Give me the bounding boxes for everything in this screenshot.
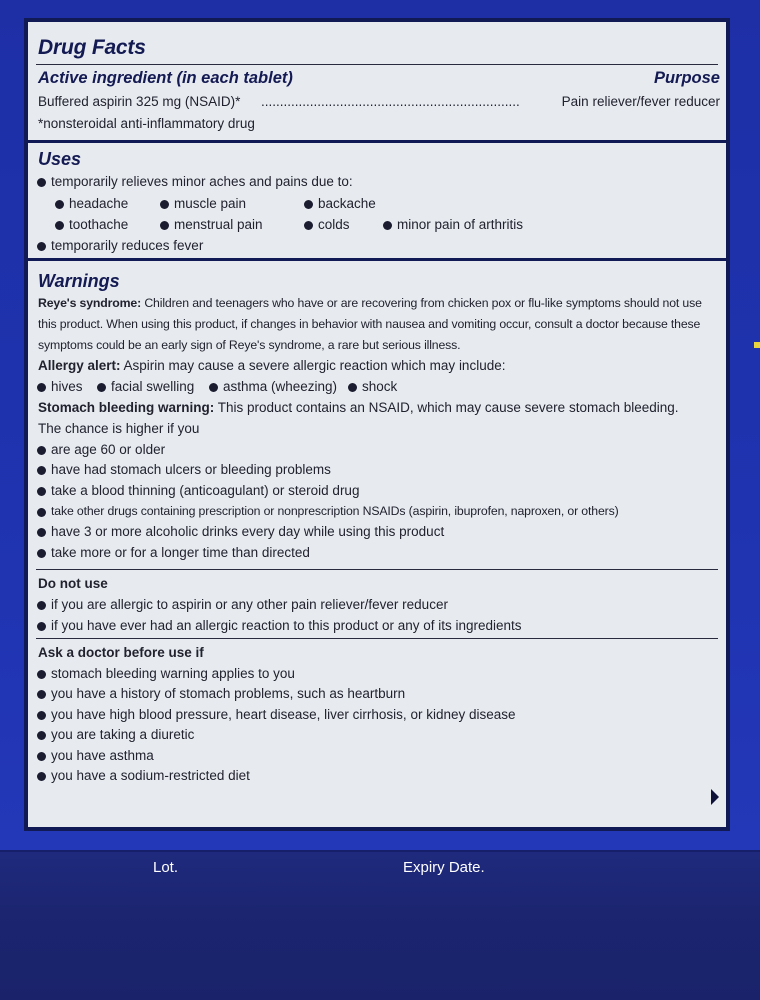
use-colds: colds — [318, 217, 350, 232]
bullet — [304, 221, 313, 230]
ask-doctor-item: you have a sodium-restricted diet — [51, 768, 250, 783]
ask-doctor-heading: Ask a doctor before use if — [38, 645, 204, 660]
bullet — [37, 670, 46, 679]
ask-doctor-item: you have a history of stomach problems, such as heartburn — [51, 686, 406, 701]
bullet — [37, 242, 46, 251]
print-registration-mark — [754, 342, 760, 348]
purpose-text: Pain reliever/fever reducer — [561, 94, 720, 109]
bullet — [37, 711, 46, 720]
allergy-line — [38, 358, 505, 373]
reyes-line-3: symptoms could be an early sign of Reye's syndrome, a rare but serious illness. — [38, 338, 461, 352]
bullet — [55, 221, 64, 230]
bullet — [160, 221, 169, 230]
title-divider — [36, 64, 718, 65]
subsection-divider — [36, 638, 718, 639]
bullet — [37, 690, 46, 699]
warnings-section — [28, 261, 726, 831]
allergy-text: Aspirin may cause a severe allergic reaction which may include: — [123, 358, 506, 373]
stomach-label: Stomach bleeding warning: — [38, 400, 215, 415]
bullet — [37, 622, 46, 631]
stomach-item: are age 60 or older — [51, 442, 166, 457]
chance-text: The chance is higher if you — [38, 421, 200, 436]
stomach-item: take more or for a longer time than directed — [51, 545, 310, 560]
stomach-item: take other drugs containing prescription or nonprescription NSAIDs (aspirin, ibuprofen, naproxen, or others) — [51, 504, 619, 518]
bullet — [348, 383, 357, 392]
allergy-facial-swelling: facial swelling — [111, 379, 195, 394]
allergy-asthma: asthma (wheezing) — [223, 379, 338, 394]
bullet — [209, 383, 218, 392]
allergy-label: Allergy alert: — [38, 358, 121, 373]
bullet — [37, 601, 46, 610]
use-backache: backache — [318, 196, 376, 211]
bullet — [37, 772, 46, 781]
use-muscle-pain: muscle pain — [174, 196, 247, 211]
ask-doctor-item: you have asthma — [51, 748, 154, 763]
reyes-line-2: this product. When using this product, if changes in behavior with nausea and vomiting occur, consult a doctor because these — [38, 317, 701, 331]
do-not-use-heading: Do not use — [38, 576, 108, 591]
continue-arrow-icon — [711, 789, 719, 805]
bullet — [37, 731, 46, 740]
use-arthritis: minor pain of arthritis — [397, 217, 524, 232]
bullet — [97, 383, 106, 392]
ask-doctor-item: stomach bleeding warning applies to you — [51, 666, 295, 681]
stomach-line — [38, 400, 679, 415]
ask-doctor-item: you are taking a diuretic — [51, 727, 195, 742]
bullet — [55, 200, 64, 209]
allergy-hives: hives — [51, 379, 83, 394]
stomach-item: have 3 or more alcoholic drinks every day while using this product — [51, 524, 445, 539]
bullet — [37, 752, 46, 761]
active-ingredient-heading: Active ingredient (in each tablet) — [38, 69, 293, 87]
use-headache: headache — [69, 196, 129, 211]
stomach-item: take a blood thinning (anticoagulant) or steroid drug — [51, 483, 360, 498]
reyes-text-1: Children and teenagers who have or are recovering from chicken pox or flu-like symptoms should not use — [144, 296, 702, 310]
bullet — [37, 178, 46, 187]
bullet — [37, 549, 46, 558]
carton-bottom-flap — [0, 852, 760, 1000]
use-menstrual-pain: menstrual pain — [174, 217, 263, 232]
do-not-use-item: if you have ever had an allergic reaction to this product or any of its ingredients — [51, 618, 522, 633]
uses-fever: temporarily reduces fever — [51, 238, 204, 253]
drug-facts-panel — [24, 18, 730, 831]
purpose-heading: Purpose — [653, 69, 720, 87]
reyes-label: Reye's syndrome: — [38, 296, 142, 310]
expiry-date-label: Expiry Date. — [403, 859, 485, 876]
bullet — [304, 200, 313, 209]
dot-leader: ..................................................................... — [261, 94, 520, 109]
uses-intro: temporarily relieves minor aches and pains due to: — [51, 174, 353, 189]
ask-doctor-item: you have high blood pressure, heart disease, liver cirrhosis, or kidney disease — [51, 707, 516, 722]
bullet — [37, 446, 46, 455]
do-not-use-item: if you are allergic to aspirin or any other pain reliever/fever reducer — [51, 597, 448, 612]
use-toothache: toothache — [69, 217, 129, 232]
bullet — [37, 487, 46, 496]
bullet — [383, 221, 392, 230]
allergy-shock: shock — [362, 379, 398, 394]
bullet — [37, 508, 46, 517]
uses-heading: Uses — [38, 149, 82, 169]
bullet — [160, 200, 169, 209]
footnote: *nonsteroidal anti-inflammatory drug — [38, 116, 255, 131]
stomach-item: have had stomach ulcers or bleeding problems — [51, 462, 331, 477]
drug-facts-header — [28, 22, 726, 138]
drug-facts-title: Drug Facts — [38, 36, 146, 59]
uses-section — [28, 143, 726, 257]
stomach-text: This product contains an NSAID, which may cause severe stomach bleeding. — [217, 400, 679, 415]
warnings-heading: Warnings — [38, 271, 120, 291]
reyes-line-1 — [38, 296, 702, 310]
bullet — [37, 383, 46, 392]
subsection-divider — [36, 569, 718, 570]
active-ingredient: Buffered aspirin 325 mg (NSAID)* — [38, 94, 241, 109]
bullet — [37, 528, 46, 537]
bullet — [37, 466, 46, 475]
lot-label: Lot. — [153, 859, 179, 876]
